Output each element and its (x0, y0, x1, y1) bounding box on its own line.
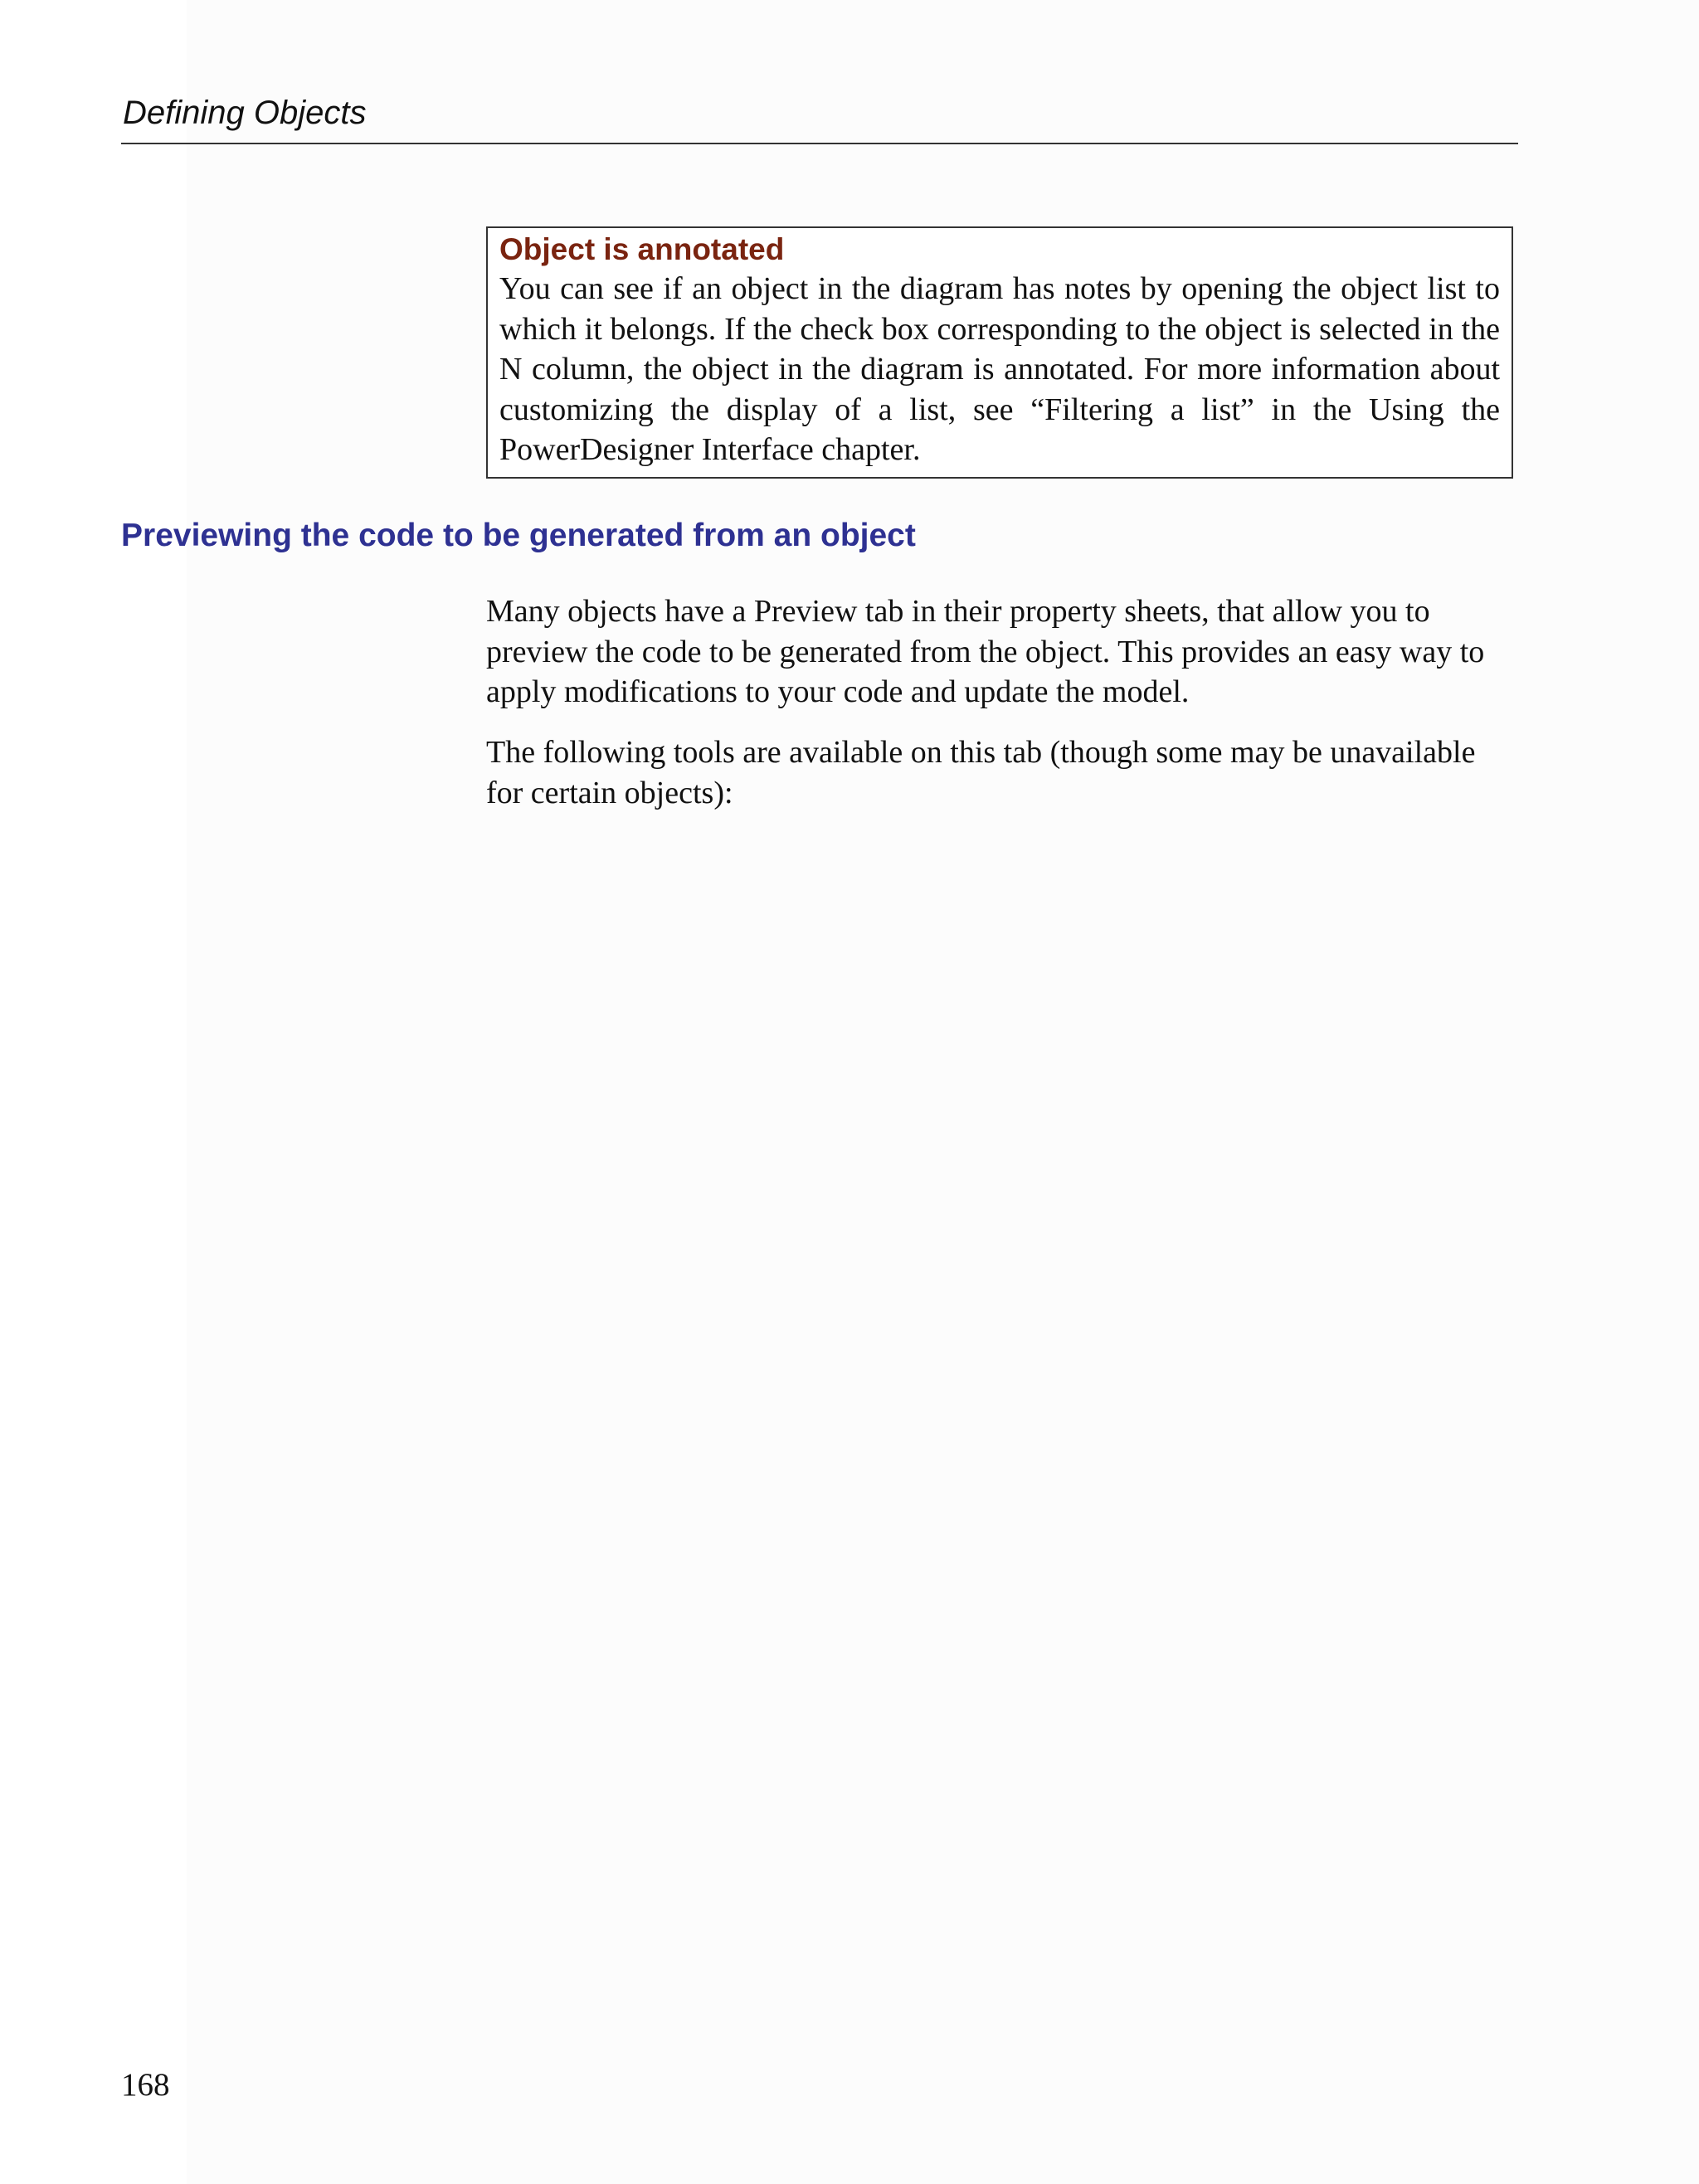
note-box (486, 226, 1513, 479)
running-header: Defining Objects (123, 95, 367, 131)
section-heading: Previewing the code to be generated from an object (121, 518, 916, 553)
note-body: You can see if an object in the diagram has notes by opening the object list to which it belongs. If the check box corresponding to the object is selected in the N column, the object in the diagram is annotated. For more information about customizing the display of a list, see “Filtering a list” in the Using the PowerDesigner Interface chapter. (499, 271, 1500, 467)
header-divider (121, 143, 1518, 144)
body-paragraph: Many objects have a Preview tab in their property sheets, that allow you to preview the code to be generated from the object. This provides an easy way to apply modifications to your code and update the model. (486, 594, 1485, 709)
body-paragraph: The following tools are available on this tab (though some may be unavailable for certain objects): (486, 735, 1476, 810)
page-number: 168 (121, 2067, 170, 2103)
note-title: Object is annotated (499, 232, 785, 266)
